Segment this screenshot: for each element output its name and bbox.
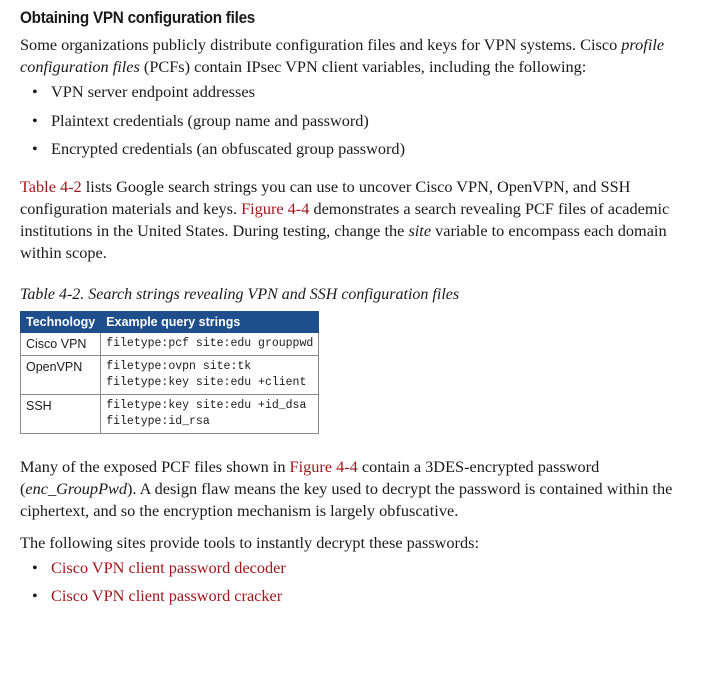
- section-title: Obtaining VPN configuration files: [20, 8, 256, 27]
- column-header-queries: Example query strings: [101, 311, 319, 332]
- paragraph-text: Many of the exposed PCF files shown in: [20, 456, 290, 476]
- exposed-pcf-paragraph: [20, 456, 700, 522]
- decrypt-tools-list: [20, 554, 700, 611]
- list-item-text: VPN server endpoint addresses: [51, 82, 255, 101]
- bullet-icon: •: [32, 82, 38, 101]
- table-4-2-link[interactable]: Table 4-2: [20, 176, 82, 196]
- list-item: [20, 554, 700, 583]
- pcf-variables-list: [20, 78, 700, 164]
- figure-4-4-link[interactable]: Figure 4-4: [289, 456, 358, 476]
- intro-text-1: Some organizations publicly distribute configuration files and keys for VPN systems. Cisco: [20, 35, 622, 54]
- search-strings-paragraph: [20, 176, 700, 264]
- technology-cell: OpenVPN: [21, 355, 101, 394]
- search-strings-table: [20, 311, 319, 434]
- intro-text-2: (PCFs) contain IPsec VPN client variables, including the following:: [139, 57, 587, 76]
- list-item-text: Encrypted credentials (an obfuscated group password): [51, 139, 405, 158]
- list-item: [20, 582, 700, 611]
- query-string: filetype:pcf site:edu grouppwd: [106, 336, 314, 350]
- bullet-icon: •: [32, 586, 38, 605]
- table-header-row: [21, 311, 319, 332]
- paragraph-text: demonstrates a search revealing PCF files of academic institutions in the United States. During testing, change the: [20, 198, 670, 240]
- password-decoder-link[interactable]: Cisco VPN client password decoder: [51, 557, 286, 577]
- list-item: [20, 135, 700, 164]
- query-cell: [101, 394, 319, 433]
- site-variable-term: site: [408, 220, 432, 240]
- paragraph-text: ). A design flaw means the key used to decrypt the password is contained within the ciphertext, and so the encryption mechanism is largely obfuscative.: [20, 478, 673, 520]
- bullet-icon: •: [32, 557, 38, 577]
- list-item: [20, 78, 700, 107]
- technology-cell: SSH: [21, 394, 101, 433]
- paragraph-text: lists Google search strings you can use to uncover Cisco VPN, OpenVPN, and SSH configuration materials and keys.: [20, 176, 631, 218]
- query-string: filetype:key site:edu +client: [106, 375, 307, 389]
- column-header-technology: Technology: [21, 311, 101, 332]
- query-string: filetype:key site:edu +id_dsa: [106, 398, 307, 412]
- table-row: [21, 332, 319, 355]
- query-string: filetype:id_rsa: [106, 414, 210, 428]
- table-row: [21, 394, 319, 433]
- bullet-icon: •: [32, 110, 38, 130]
- document-page: [20, 0, 700, 611]
- table-caption: Table 4-2. Search strings revealing VPN and SSH configuration files: [20, 285, 460, 303]
- decrypt-tools-paragraph: The following sites provide tools to instantly decrypt these passwords:: [20, 532, 479, 552]
- query-cell: [101, 332, 319, 355]
- bullet-icon: •: [32, 139, 38, 158]
- technology-cell: Cisco VPN: [21, 332, 101, 355]
- list-item: [20, 107, 700, 136]
- query-cell: [101, 355, 319, 394]
- intro-paragraph: [20, 34, 700, 78]
- paragraph-text: variable to encompass each domain within scope.: [20, 220, 667, 262]
- enc-grouppwd-term: enc_GroupPwd: [25, 478, 128, 498]
- intro-italic-term: profile configuration files: [20, 35, 665, 76]
- figure-4-4-link[interactable]: Figure 4-4: [241, 198, 310, 218]
- password-cracker-link[interactable]: Cisco VPN client password cracker: [51, 586, 283, 605]
- paragraph-text: contain a 3DES-encrypted password (: [20, 456, 600, 498]
- list-item-text: Plaintext credentials (group name and password): [51, 110, 369, 130]
- query-string: filetype:ovpn site:tk: [106, 359, 252, 373]
- table-row: [21, 355, 319, 394]
